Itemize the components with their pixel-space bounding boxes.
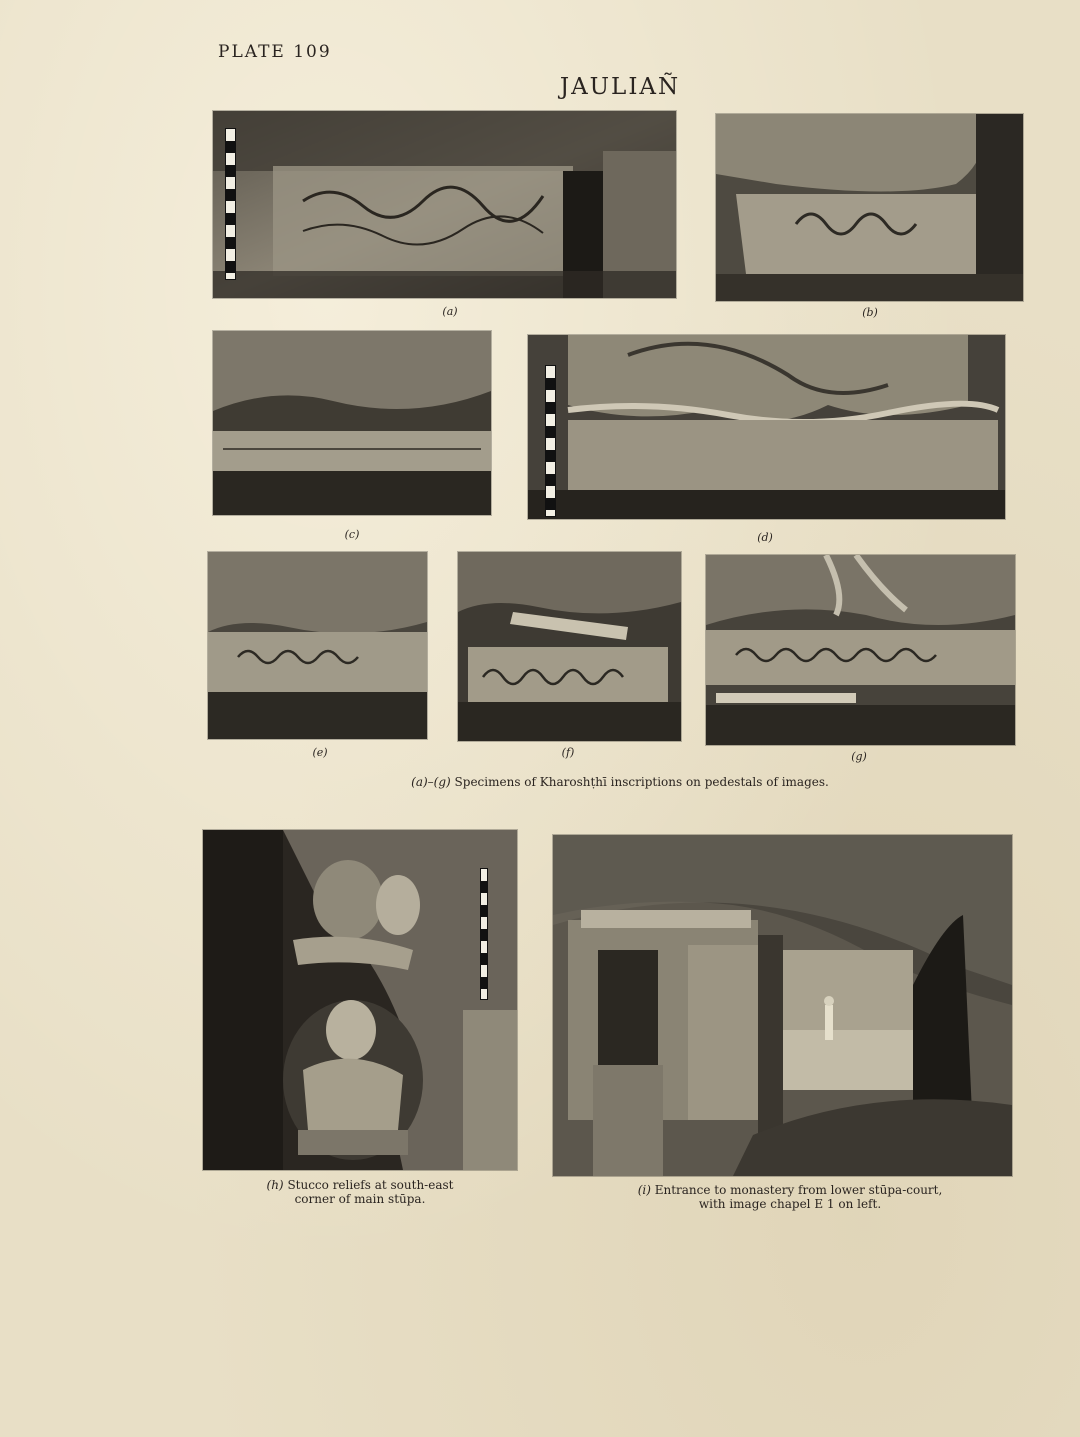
photo-b [716,114,1023,301]
page-title: JAULIAÑ [559,74,681,100]
caption-label-g: (g) [851,750,867,763]
caption-label-c: (c) [344,528,360,541]
caption-i-line1 [590,1183,990,1197]
scale-bar-d [545,365,556,517]
scale-bar-a [225,128,236,280]
caption-i [590,1183,990,1211]
photo-i [553,835,1012,1176]
group-caption [240,775,1000,789]
photo-f [458,552,681,741]
group-caption-text: Specimens of Kharoshṭhī inscriptions on pedestals of images. [454,775,829,789]
caption-label-h: (h) [266,1178,284,1192]
photo-g [706,555,1015,745]
caption-h-text1: Stucco reliefs at south-east [287,1178,454,1192]
caption-label-f: (f) [561,746,575,759]
caption-h-line1 [230,1178,490,1192]
photo-h [203,830,517,1170]
caption-i-text1: Entrance to monastery from lower stūpa-court, [654,1183,943,1197]
caption-label-i: (i) [637,1183,651,1197]
caption-label-e: (e) [312,746,328,759]
photo-a [213,111,676,298]
caption-label-b: (b) [862,306,878,319]
caption-i-line2: with image chapel E 1 on left. [698,1197,882,1211]
photo-d [528,335,1005,519]
photo-e [208,552,427,739]
caption-label-a: (a) [442,305,458,318]
caption-h [230,1178,490,1206]
caption-label-d: (d) [757,531,773,544]
caption-h-line2: corner of main stūpa. [294,1192,426,1206]
group-caption-label: (a)–(g) [411,775,451,789]
scale-bar-h [480,868,488,1000]
plate-label: PLATE 109 [218,42,332,62]
photo-c [213,331,491,515]
